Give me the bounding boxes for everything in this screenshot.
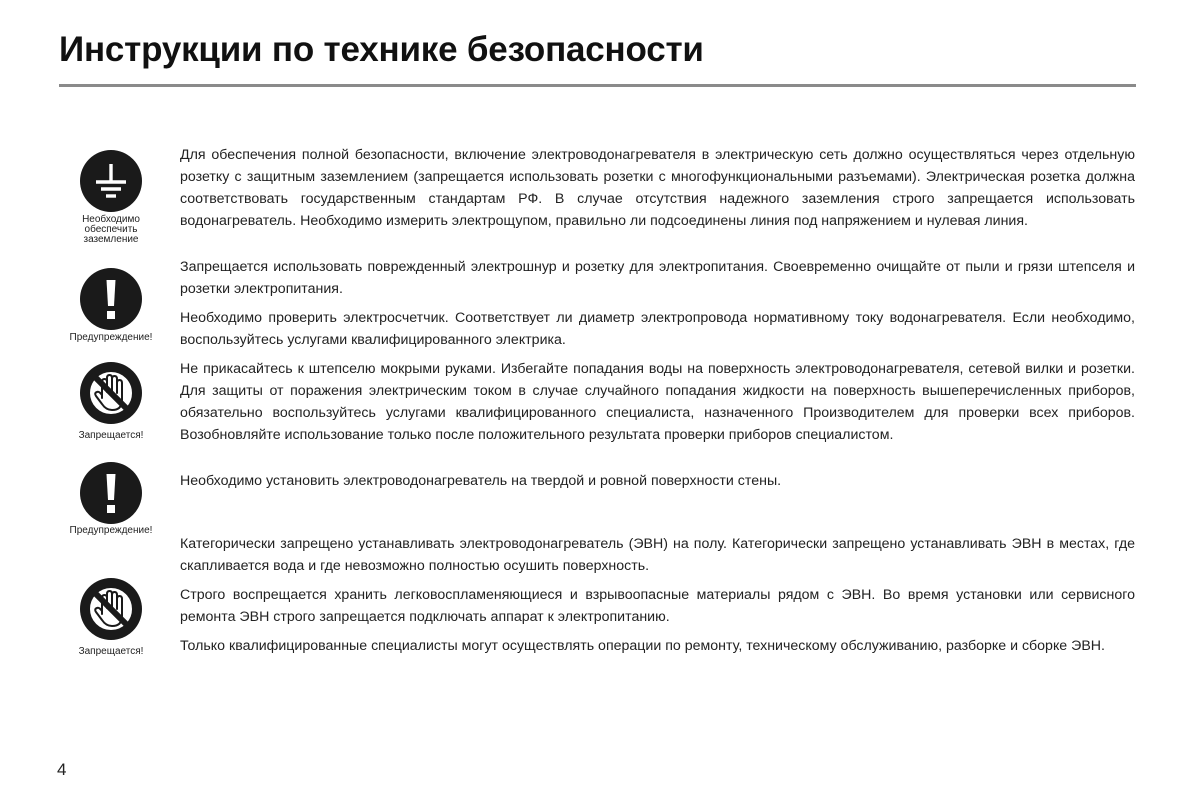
paragraph-wet-hands: Не прикасайтесь к штепселю мокрыми руками. Избегайте попадания воды на поверхность электроводонагревателя, сетевой вилки и розетки. Для защиты от поражения электрическим током в случае случайного попадания жидкости на поверхность вышеперечисленных приборов, обязательно воспользуйтесь услугами квалифицированного специалиста, назначенного Производителем для проверки всех приборов. Возобновляйте использование только после положительного результата проверки приборов специалистом. — [180, 361, 1135, 443]
prohibition-hand-icon — [80, 578, 142, 640]
prohibition-caption: Запрещается! — [78, 646, 144, 657]
prohibition-caption: Запрещается! — [78, 430, 144, 441]
title-divider — [59, 84, 1136, 87]
paragraph-qualified-service: Только квалифицированные специалисты могут осуществлять операции по ремонту, техническому обслуживанию, разборке и сборке ЭВН. — [180, 638, 1105, 654]
paragraph-damaged-cord: Запрещается использовать поврежденный электрошнур и розетку для электропитания. Своевременно очищайте от пыли и грязи штепселя и розетки электропитания. — [180, 259, 1135, 297]
paragraph-meter-check: Необходимо проверить электросчетчик. Соответствует ли диаметр электропровода нормативному току водонагревателя. Если необходимо, воспользуйтесь услугами квалифицированного электрика. — [180, 310, 1135, 348]
paragraph-flammables: Строго воспрещается хранить легковоспламеняющиеся и взрывоопасные материалы рядом с ЭВН. Во время установки или сервисного ремонта ЭВН строго запрещается подключать аппарат к электропитанию. — [180, 587, 1135, 625]
prohibition-hand-icon — [80, 362, 142, 424]
ground-icon — [80, 150, 142, 212]
page-number: 4 — [57, 760, 67, 779]
warning-caption: Предупреждение! — [69, 332, 153, 343]
warning-caption: Предупреждение! — [69, 525, 153, 536]
page-title: Инструкции по технике безопасности — [59, 30, 704, 69]
paragraph-grounding: Для обеспечения полной безопасности, включение электроводонагревателя в электрическую сеть должно осуществляться через отдельную розетку с защитным заземлением (запрещается использовать розетки с многофункциональными разъемами). Электрическая розетка должна соответствовать государственным стандартам РФ. В случае отсутствия надежного заземления строго запрещается использовать водонагреватель. Необходимо измерить электрощупом, правильно ли подсоединены линия под напряжением и нулевая линия. — [180, 147, 1135, 229]
ground-caption: Необходимо обеспечить заземление — [82, 214, 140, 245]
paragraph-floor-install: Категорически запрещено устанавливать электроводонагреватель (ЭВН) на полу. Категорически запрещено устанавливать ЭВН в местах, где скапливается вода и где невозможно полностью осушить поверхность. — [180, 536, 1135, 574]
warning-icon — [80, 268, 142, 330]
warning-icon — [80, 462, 142, 524]
paragraph-wall-mounting: Необходимо установить электроводонагреватель на твердой и ровной поверхности стены. — [180, 473, 782, 489]
